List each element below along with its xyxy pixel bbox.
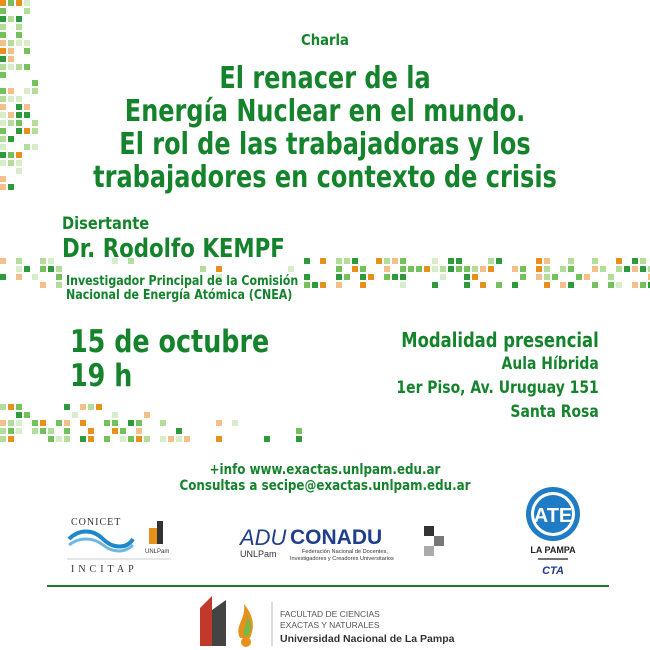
faculty-mark-icon — [200, 596, 212, 646]
pixel-square — [80, 404, 86, 410]
pixel-square — [8, 0, 14, 6]
pixel-square — [120, 428, 126, 434]
pixel-square — [48, 258, 54, 264]
pixel-square — [0, 40, 6, 46]
pixel-square — [32, 420, 38, 426]
pixel-square — [16, 24, 22, 30]
adu-conadu-logo — [238, 523, 450, 563]
pixel-square — [56, 420, 62, 426]
pixel-square — [592, 258, 598, 264]
pixel-square — [8, 420, 14, 426]
pixel-square — [8, 40, 14, 46]
pixel-square — [400, 274, 406, 280]
pixel-square — [320, 282, 326, 288]
conadu-line2: Investigadores y Creadores Universitarios — [290, 556, 394, 562]
pixel-square — [640, 266, 646, 272]
pixel-square — [432, 266, 438, 272]
pixel-square — [304, 274, 310, 280]
speaker-label: Disertante — [62, 214, 150, 234]
faculty-line1: FACULTAD DE CIENCIAS — [280, 609, 380, 619]
adu-sub-text: UNLPam — [240, 549, 277, 559]
pixel-square — [16, 412, 22, 418]
pixel-square — [616, 266, 622, 272]
conicet-text: CONICET — [71, 517, 122, 528]
pixel-square — [16, 266, 22, 272]
pixel-square — [624, 266, 630, 272]
pixel-square — [136, 420, 142, 426]
pixel-square — [16, 258, 22, 264]
speaker-role-line: Nacional de Energía Atómica (CNEA) — [66, 288, 293, 303]
pixel-square — [488, 258, 494, 264]
pixel-square — [512, 266, 518, 272]
pixel-square — [360, 266, 366, 272]
pixel-square — [352, 258, 358, 264]
pixel-square — [184, 436, 190, 442]
pixel-square — [536, 274, 542, 280]
pixel-square — [0, 8, 6, 14]
pixel-square — [296, 436, 302, 442]
pixel-square — [200, 266, 206, 272]
pixel-square — [544, 274, 550, 280]
pixel-square — [304, 282, 310, 288]
pixel-square — [344, 274, 350, 280]
conadu-mark-icon — [424, 526, 434, 536]
pixel-square — [56, 282, 62, 288]
pixel-square — [592, 282, 598, 288]
pixel-square — [16, 420, 22, 426]
pixel-square — [48, 266, 54, 272]
pixel-square — [136, 428, 142, 434]
pixel-square — [568, 258, 574, 264]
unlpam-mark-icon — [149, 528, 157, 544]
pixel-square — [512, 282, 518, 288]
pixel-square — [432, 258, 438, 264]
pixel-square — [40, 282, 46, 288]
pixel-square — [384, 266, 390, 272]
pixel-square — [232, 420, 238, 426]
pixel-square — [640, 258, 646, 264]
ate-la-pampa-logo — [518, 485, 588, 580]
pixel-square — [112, 412, 118, 418]
pixel-square — [568, 266, 574, 272]
pixel-square — [440, 266, 446, 272]
pixel-square — [112, 420, 118, 426]
pixel-square — [16, 32, 22, 38]
title-line: El rol de las trabajadoras y los — [119, 127, 531, 162]
pixel-square — [32, 428, 38, 434]
ate-region: LA PAMPA — [530, 545, 576, 555]
event-date: 15 de octubre — [70, 324, 270, 360]
pixel-square — [112, 428, 118, 434]
pixel-square — [376, 258, 382, 264]
pixel-square — [360, 282, 366, 288]
pixel-square — [80, 420, 86, 426]
speaker-role — [66, 275, 298, 303]
pixel-square — [424, 266, 430, 272]
pixel-square — [336, 282, 342, 288]
pixel-square — [24, 8, 30, 14]
conadu-text: CONADU — [290, 526, 383, 549]
pixel-square — [64, 436, 70, 442]
event-title — [0, 62, 650, 194]
pixel-square — [56, 266, 62, 272]
pixel-square — [216, 436, 222, 442]
pixel-square — [0, 24, 6, 30]
unlpam-text: UNLPam — [145, 549, 170, 555]
pixel-square — [264, 436, 270, 442]
pixel-square — [472, 266, 478, 272]
pixel-square — [72, 412, 78, 418]
pixel-square — [304, 258, 310, 264]
pixel-square — [544, 282, 550, 288]
pixel-square — [520, 274, 526, 280]
title-line: trabajadores en contexto de crisis — [93, 160, 557, 195]
pixel-square — [128, 420, 134, 426]
pixel-square — [632, 266, 638, 272]
faculty-line2: EXACTAS Y NATURALES — [280, 620, 380, 630]
pixel-square — [88, 428, 94, 434]
pixel-square — [16, 404, 22, 410]
pixel-square — [24, 40, 30, 46]
pixel-square — [576, 274, 582, 280]
adu-text: ADU — [240, 525, 287, 550]
pixel-square — [520, 266, 526, 272]
pixel-square — [8, 428, 14, 434]
info-link[interactable]: +info www.exactas.unlpam.edu.ar — [209, 462, 441, 478]
pixel-square — [0, 428, 6, 434]
pixel-square — [48, 428, 54, 434]
pixel-square — [216, 266, 222, 272]
pixel-square — [480, 266, 486, 272]
speaker-name: Dr. Rodolfo KEMPF — [62, 234, 285, 264]
pixel-square — [544, 258, 550, 264]
pixel-square — [384, 274, 390, 280]
pixel-square — [24, 266, 30, 272]
pixel-square — [88, 404, 94, 410]
pixel-square — [0, 274, 6, 280]
pixel-square — [56, 436, 62, 442]
pixel-square — [336, 266, 342, 272]
pixel-square — [32, 274, 38, 280]
pixel-square — [144, 436, 150, 442]
pixel-square — [0, 16, 6, 22]
pixel-square — [616, 258, 622, 264]
pixel-square — [536, 258, 542, 264]
pixel-square — [560, 266, 566, 272]
pixel-square — [40, 266, 46, 272]
pixel-square — [592, 266, 598, 272]
event-date-time — [70, 325, 269, 393]
pixel-square — [320, 258, 326, 264]
pixel-square — [336, 274, 342, 280]
pixel-square — [296, 428, 302, 434]
pixel-square — [552, 274, 558, 280]
venue-address: 1er Piso, Av. Uruguay 151 — [396, 378, 599, 398]
pixel-square — [8, 48, 14, 54]
pixel-square — [8, 436, 14, 442]
pixel-square — [0, 32, 6, 38]
pixel-square — [48, 436, 54, 442]
email-link[interactable]: Consultas a secipe@exactas.unlpam.edu.ar — [179, 478, 471, 494]
venue-room: Aula Híbrida — [501, 354, 599, 374]
pixel-square — [392, 274, 398, 280]
conicet-incitap-logo — [63, 515, 173, 575]
pixel-square — [0, 404, 6, 410]
pixel-square — [344, 258, 350, 264]
divider — [47, 585, 609, 587]
pixel-square — [456, 266, 462, 272]
pixel-square — [40, 258, 46, 264]
pixel-square — [0, 0, 6, 6]
pixel-square — [448, 258, 454, 264]
pixel-square — [144, 412, 150, 418]
event-type-label: Charla — [301, 31, 349, 49]
pixel-square — [0, 48, 6, 54]
pixel-square — [568, 282, 574, 288]
pixel-square — [400, 258, 406, 264]
pixel-square — [16, 16, 22, 22]
pixel-square — [24, 412, 30, 418]
pixel-square — [352, 266, 358, 272]
pixel-square — [216, 420, 222, 426]
pixel-square — [64, 420, 70, 426]
pixel-square — [496, 282, 502, 288]
pixel-square — [136, 436, 142, 442]
pixel-square — [560, 282, 566, 288]
conadu-line1: Federación Nacional de Docentes, — [302, 549, 388, 555]
pixel-square — [8, 16, 14, 22]
pixel-square — [168, 436, 174, 442]
ate-letters: ATE — [533, 505, 573, 527]
pixel-square — [488, 266, 494, 272]
pixel-square — [312, 282, 318, 288]
pixel-square — [288, 266, 294, 272]
pixel-square — [160, 436, 166, 442]
pixel-square — [400, 282, 406, 288]
pixel-square — [128, 436, 134, 442]
pixel-square — [24, 0, 30, 6]
title-line: Energía Nuclear en el mundo. — [124, 94, 526, 129]
faculty-logo — [200, 590, 490, 650]
pixel-square — [416, 266, 422, 272]
event-time: 19 h — [70, 358, 133, 394]
pixel-square — [104, 420, 110, 426]
pixel-square — [80, 436, 86, 442]
pixel-square — [88, 436, 94, 442]
venue-mode: Modalidad presencial — [401, 328, 599, 352]
title-line: El renacer de la — [219, 61, 431, 96]
pixel-square — [0, 436, 6, 442]
pixel-square — [0, 420, 6, 426]
pixel-square — [544, 266, 550, 272]
pixel-square — [480, 282, 486, 288]
pixel-square — [336, 258, 342, 264]
pixel-square — [40, 428, 46, 434]
venue-city: Santa Rosa — [510, 402, 599, 422]
pixel-square — [456, 258, 462, 264]
pixel-square — [176, 436, 182, 442]
pixel-square — [24, 48, 30, 54]
pixel-square — [64, 428, 70, 434]
faculty-line3: Universidad Nacional de La Pampa — [280, 633, 455, 645]
pixel-square — [600, 266, 606, 272]
pixel-square — [160, 420, 166, 426]
pixel-square — [536, 266, 542, 272]
pixel-square — [16, 428, 22, 434]
pixel-square — [608, 274, 614, 280]
incitap-text: INCITAP — [71, 564, 138, 575]
pixel-square — [0, 258, 6, 264]
pixel-square — [632, 258, 638, 264]
pixel-square — [368, 274, 374, 280]
pixel-square — [472, 274, 478, 280]
pixel-square — [16, 274, 22, 280]
pixel-square — [392, 258, 398, 264]
pixel-square — [584, 274, 590, 280]
pixel-square — [616, 282, 622, 288]
pixel-square — [440, 274, 446, 280]
pixel-square — [176, 428, 182, 434]
pixel-square — [16, 0, 22, 6]
pixel-square — [464, 282, 470, 288]
pixel-square — [608, 282, 614, 288]
pixel-square — [16, 40, 22, 46]
pixel-square — [408, 266, 414, 272]
pixel-square — [496, 258, 502, 264]
pixel-square — [8, 404, 14, 410]
cta-text: CTA — [542, 565, 564, 577]
pixel-square — [448, 266, 454, 272]
speaker-role-line: Investigador Principal de la Comisión — [66, 274, 299, 289]
pixel-square — [40, 420, 46, 426]
pixel-square — [632, 282, 638, 288]
pixel-square — [384, 258, 390, 264]
event-venue — [397, 328, 599, 424]
pixel-square — [120, 436, 126, 442]
pixel-square — [360, 274, 366, 280]
pixel-square — [464, 266, 470, 272]
pixel-square — [56, 274, 62, 280]
pixel-square — [640, 282, 646, 288]
pixel-square — [104, 436, 110, 442]
pixel-square — [64, 404, 70, 410]
pixel-square — [96, 404, 102, 410]
pixel-square — [432, 282, 438, 288]
pixel-square — [464, 274, 470, 280]
pixel-square — [400, 266, 406, 272]
